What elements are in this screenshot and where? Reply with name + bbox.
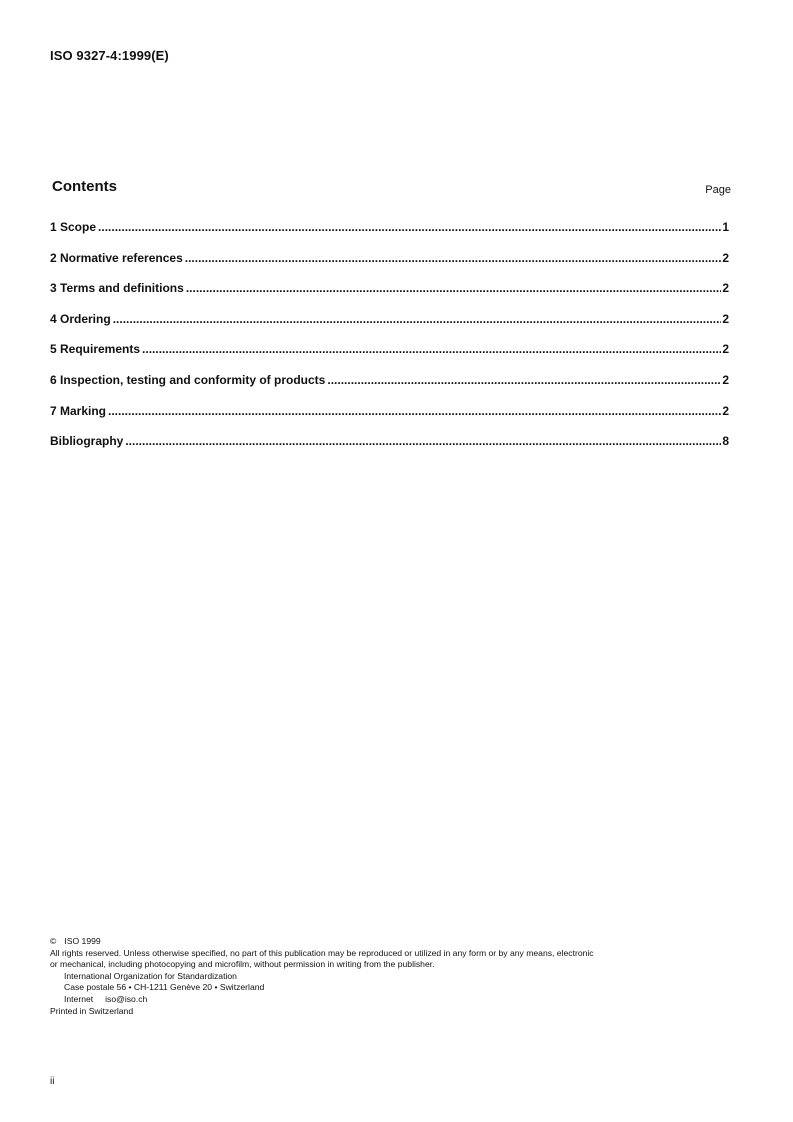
page-column-label: Page [705,184,731,196]
printed-in: Printed in Switzerland [50,1005,134,1016]
table-of-contents [50,220,729,465]
rights-line-2: or mechanical, including photocopying and microfilm, without permission in writing from the publisher. [50,959,435,970]
toc-entry-bibliography[interactable] [50,434,729,465]
internet-label: Internet [64,993,94,1004]
dot-leader [186,281,722,295]
toc-entry-page: 1 [722,220,729,234]
dot-leader [113,312,722,326]
toc-entry-scope[interactable] [50,220,729,251]
rights-line-1: All rights reserved. Unless otherwise specified, no part of this publication may be reproduced or utilized in any form or by any means, electronic [50,947,594,958]
copyright-line [50,936,740,948]
toc-entry-page: 2 [722,250,729,265]
toc-entry-title: 7 Marking [50,403,107,418]
toc-entry-page: 2 [722,403,729,418]
toc-entry-title: 2 Normative references [50,250,183,265]
page-number: ii [50,1076,55,1087]
toc-entry-marking[interactable] [50,404,729,435]
organization-name: International Organization for Standardization [64,970,237,981]
toc-entry-page: 8 [722,434,729,449]
toc-entry-page: 2 [722,372,729,387]
toc-entry-title: Bibliography [50,434,124,449]
toc-entry-title: 3 Terms and definitions [50,281,184,296]
dot-leader [98,220,721,234]
organization-address: Case postale 56 • CH-1211 Genève 20 • Switzerland [64,982,265,993]
dot-leader [125,434,721,448]
toc-entry-title: 1 Scope [50,220,97,234]
copyright-text: ISO 1999 [64,936,101,946]
toc-entry-page: 2 [722,342,729,357]
toc-entry-page: 2 [722,311,729,326]
dot-leader [185,251,722,265]
dot-leader [142,342,721,356]
toc-entry-normative-references[interactable] [50,251,729,282]
internet-contact [50,994,740,1006]
dot-leader [108,404,721,418]
copyright-footer [50,936,740,1017]
toc-entry-title: 4 Ordering [50,311,111,326]
toc-entry-title: 6 Inspection, testing and conformity of products [50,372,326,387]
toc-entry-title: 5 Requirements [50,342,141,357]
toc-entry-ordering[interactable] [50,312,729,343]
toc-entry-inspection-testing[interactable] [50,373,729,404]
dot-leader [327,373,721,387]
internet-email-link[interactable]: iso@iso.ch [105,993,148,1004]
toc-entry-terms-and-definitions[interactable] [50,281,729,312]
document-code: ISO 9327-4:1999(E) [50,48,169,63]
contents-heading: Contents [52,178,117,195]
toc-entry-requirements[interactable] [50,342,729,373]
toc-entry-page: 2 [722,281,729,296]
copyright-icon: © [50,936,57,946]
